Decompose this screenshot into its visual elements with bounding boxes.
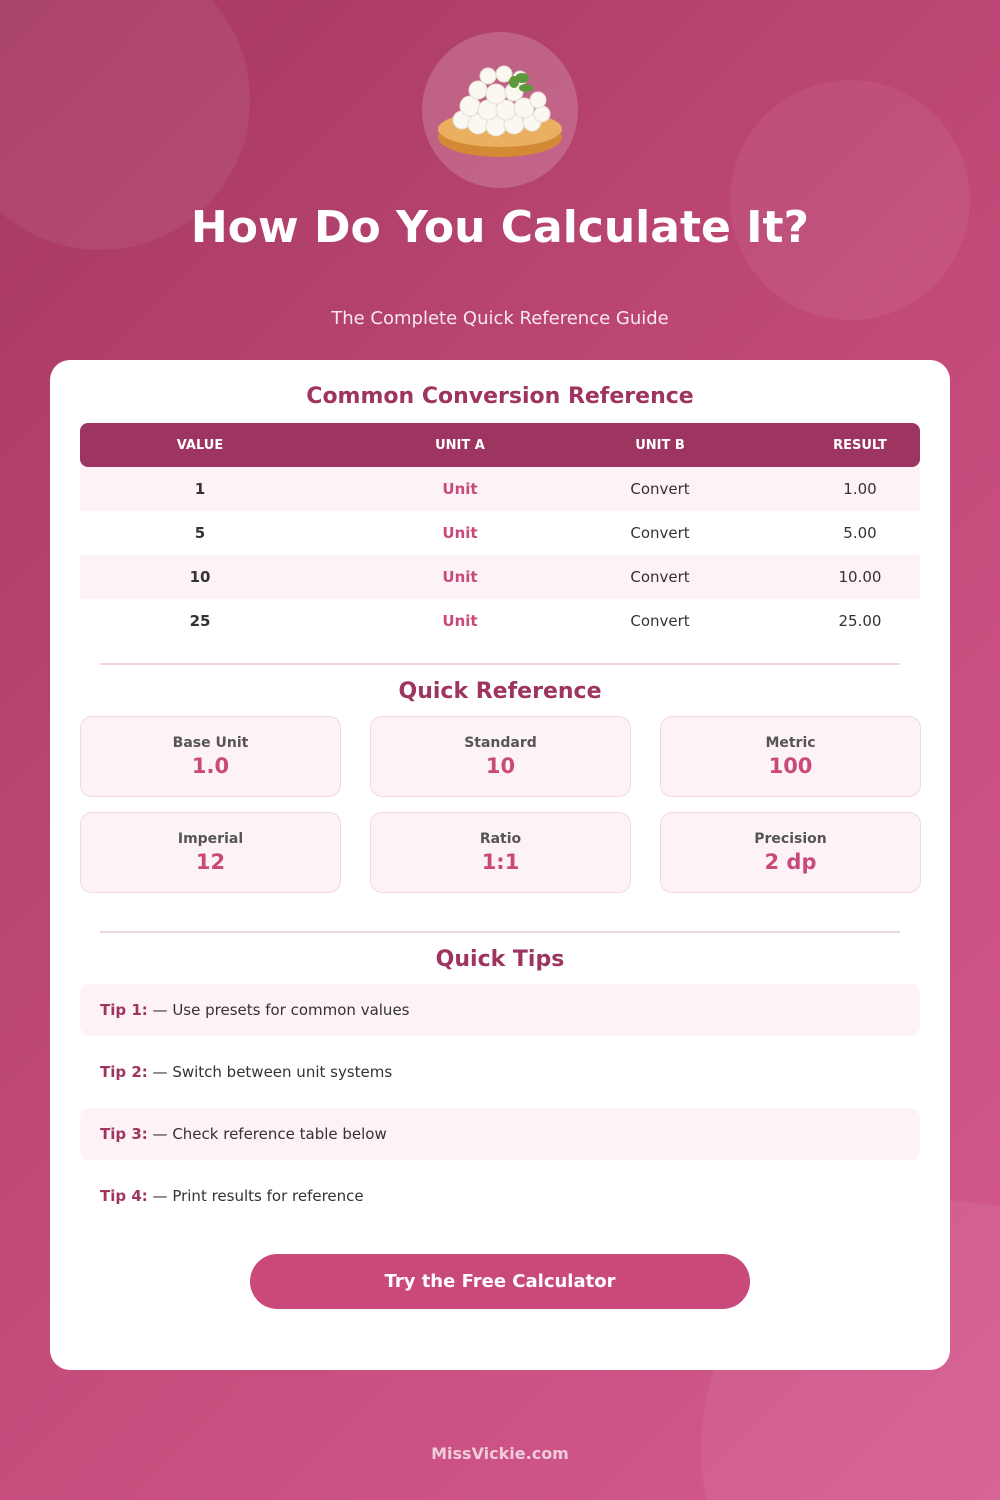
try-calculator-button[interactable]: Try the Free Calculator	[250, 1254, 750, 1309]
reference-card	[80, 716, 341, 797]
reference-label: Ratio	[479, 831, 522, 847]
tip-label: Tip 1:	[100, 1001, 148, 1019]
column-header: VALUE	[80, 423, 320, 467]
decorative-circle	[730, 80, 970, 320]
content-card	[50, 360, 950, 1370]
quick-reference-title: Quick Reference	[398, 679, 602, 704]
tip-item	[80, 1108, 920, 1160]
reference-label: Standard	[464, 735, 537, 751]
cell-result: 10.00	[720, 555, 920, 599]
cell-unit-b: Convert	[630, 612, 690, 630]
tip-text: — Print results for reference	[147, 1187, 364, 1205]
cell-value: 1	[80, 467, 320, 511]
cell-unit-b: Convert	[600, 555, 720, 599]
tip-item	[80, 1170, 920, 1222]
conversion-table	[80, 423, 920, 643]
reference-value: 1:1	[481, 850, 520, 874]
cottage-cheese-icon	[422, 32, 578, 188]
tip-text: — Use presets for common values	[147, 1001, 410, 1019]
cell-unit-a: Unit	[320, 467, 600, 511]
tip-item	[80, 1046, 920, 1098]
tip-label: Tip 2:	[100, 1063, 148, 1081]
divider	[100, 931, 900, 933]
table-row	[80, 467, 920, 511]
cell-result: 25.00	[838, 612, 882, 630]
quick-tips-title: Quick Tips	[435, 947, 565, 972]
column-header: UNIT B	[600, 423, 720, 467]
reference-card	[660, 812, 921, 893]
reference-card	[370, 716, 631, 797]
cell-result: 1.00	[720, 467, 920, 511]
reference-card	[660, 716, 921, 797]
reference-value: 1.0	[191, 754, 230, 778]
cell-unit-a: Unit	[442, 524, 478, 542]
reference-value: 10	[485, 754, 516, 778]
reference-label: Base Unit	[172, 735, 249, 751]
cell-result: 5.00	[843, 524, 877, 542]
cell-value: 10	[80, 555, 320, 599]
column-header: RESULT	[720, 423, 920, 467]
table-row	[80, 511, 920, 555]
cell-unit-b: Convert	[630, 524, 690, 542]
conversion-table-title: Common Conversion Reference	[306, 384, 694, 409]
page-subtitle: The Complete Quick Reference Guide	[331, 308, 669, 329]
cell-unit-a: Unit	[320, 555, 600, 599]
reference-label: Metric	[765, 735, 816, 751]
tip-label: Tip 3:	[100, 1125, 148, 1143]
reference-value: 2 dp	[764, 850, 817, 874]
column-header: UNIT A	[320, 423, 600, 467]
tip-label: Tip 4:	[100, 1187, 148, 1205]
reference-value: 12	[195, 850, 226, 874]
tip-text: — Switch between unit systems	[147, 1063, 393, 1081]
footer-site-link[interactable]: MissVickie.com	[431, 1444, 569, 1463]
reference-card	[370, 812, 631, 893]
page-title: How Do You Calculate It?	[190, 202, 810, 253]
cell-unit-b: Convert	[600, 467, 720, 511]
cell-value: 5	[194, 524, 206, 542]
tip-text: — Check reference table below	[147, 1125, 387, 1143]
quick-reference-grid	[80, 716, 920, 893]
reference-label: Imperial	[177, 831, 244, 847]
cell-unit-a: Unit	[442, 612, 478, 630]
cell-value: 25	[189, 612, 211, 630]
reference-value: 100	[768, 754, 813, 778]
table-row	[80, 599, 920, 643]
reference-label: Precision	[754, 831, 827, 847]
tip-item	[80, 984, 920, 1036]
divider	[100, 663, 900, 665]
table-row	[80, 555, 920, 599]
reference-card	[80, 812, 341, 893]
